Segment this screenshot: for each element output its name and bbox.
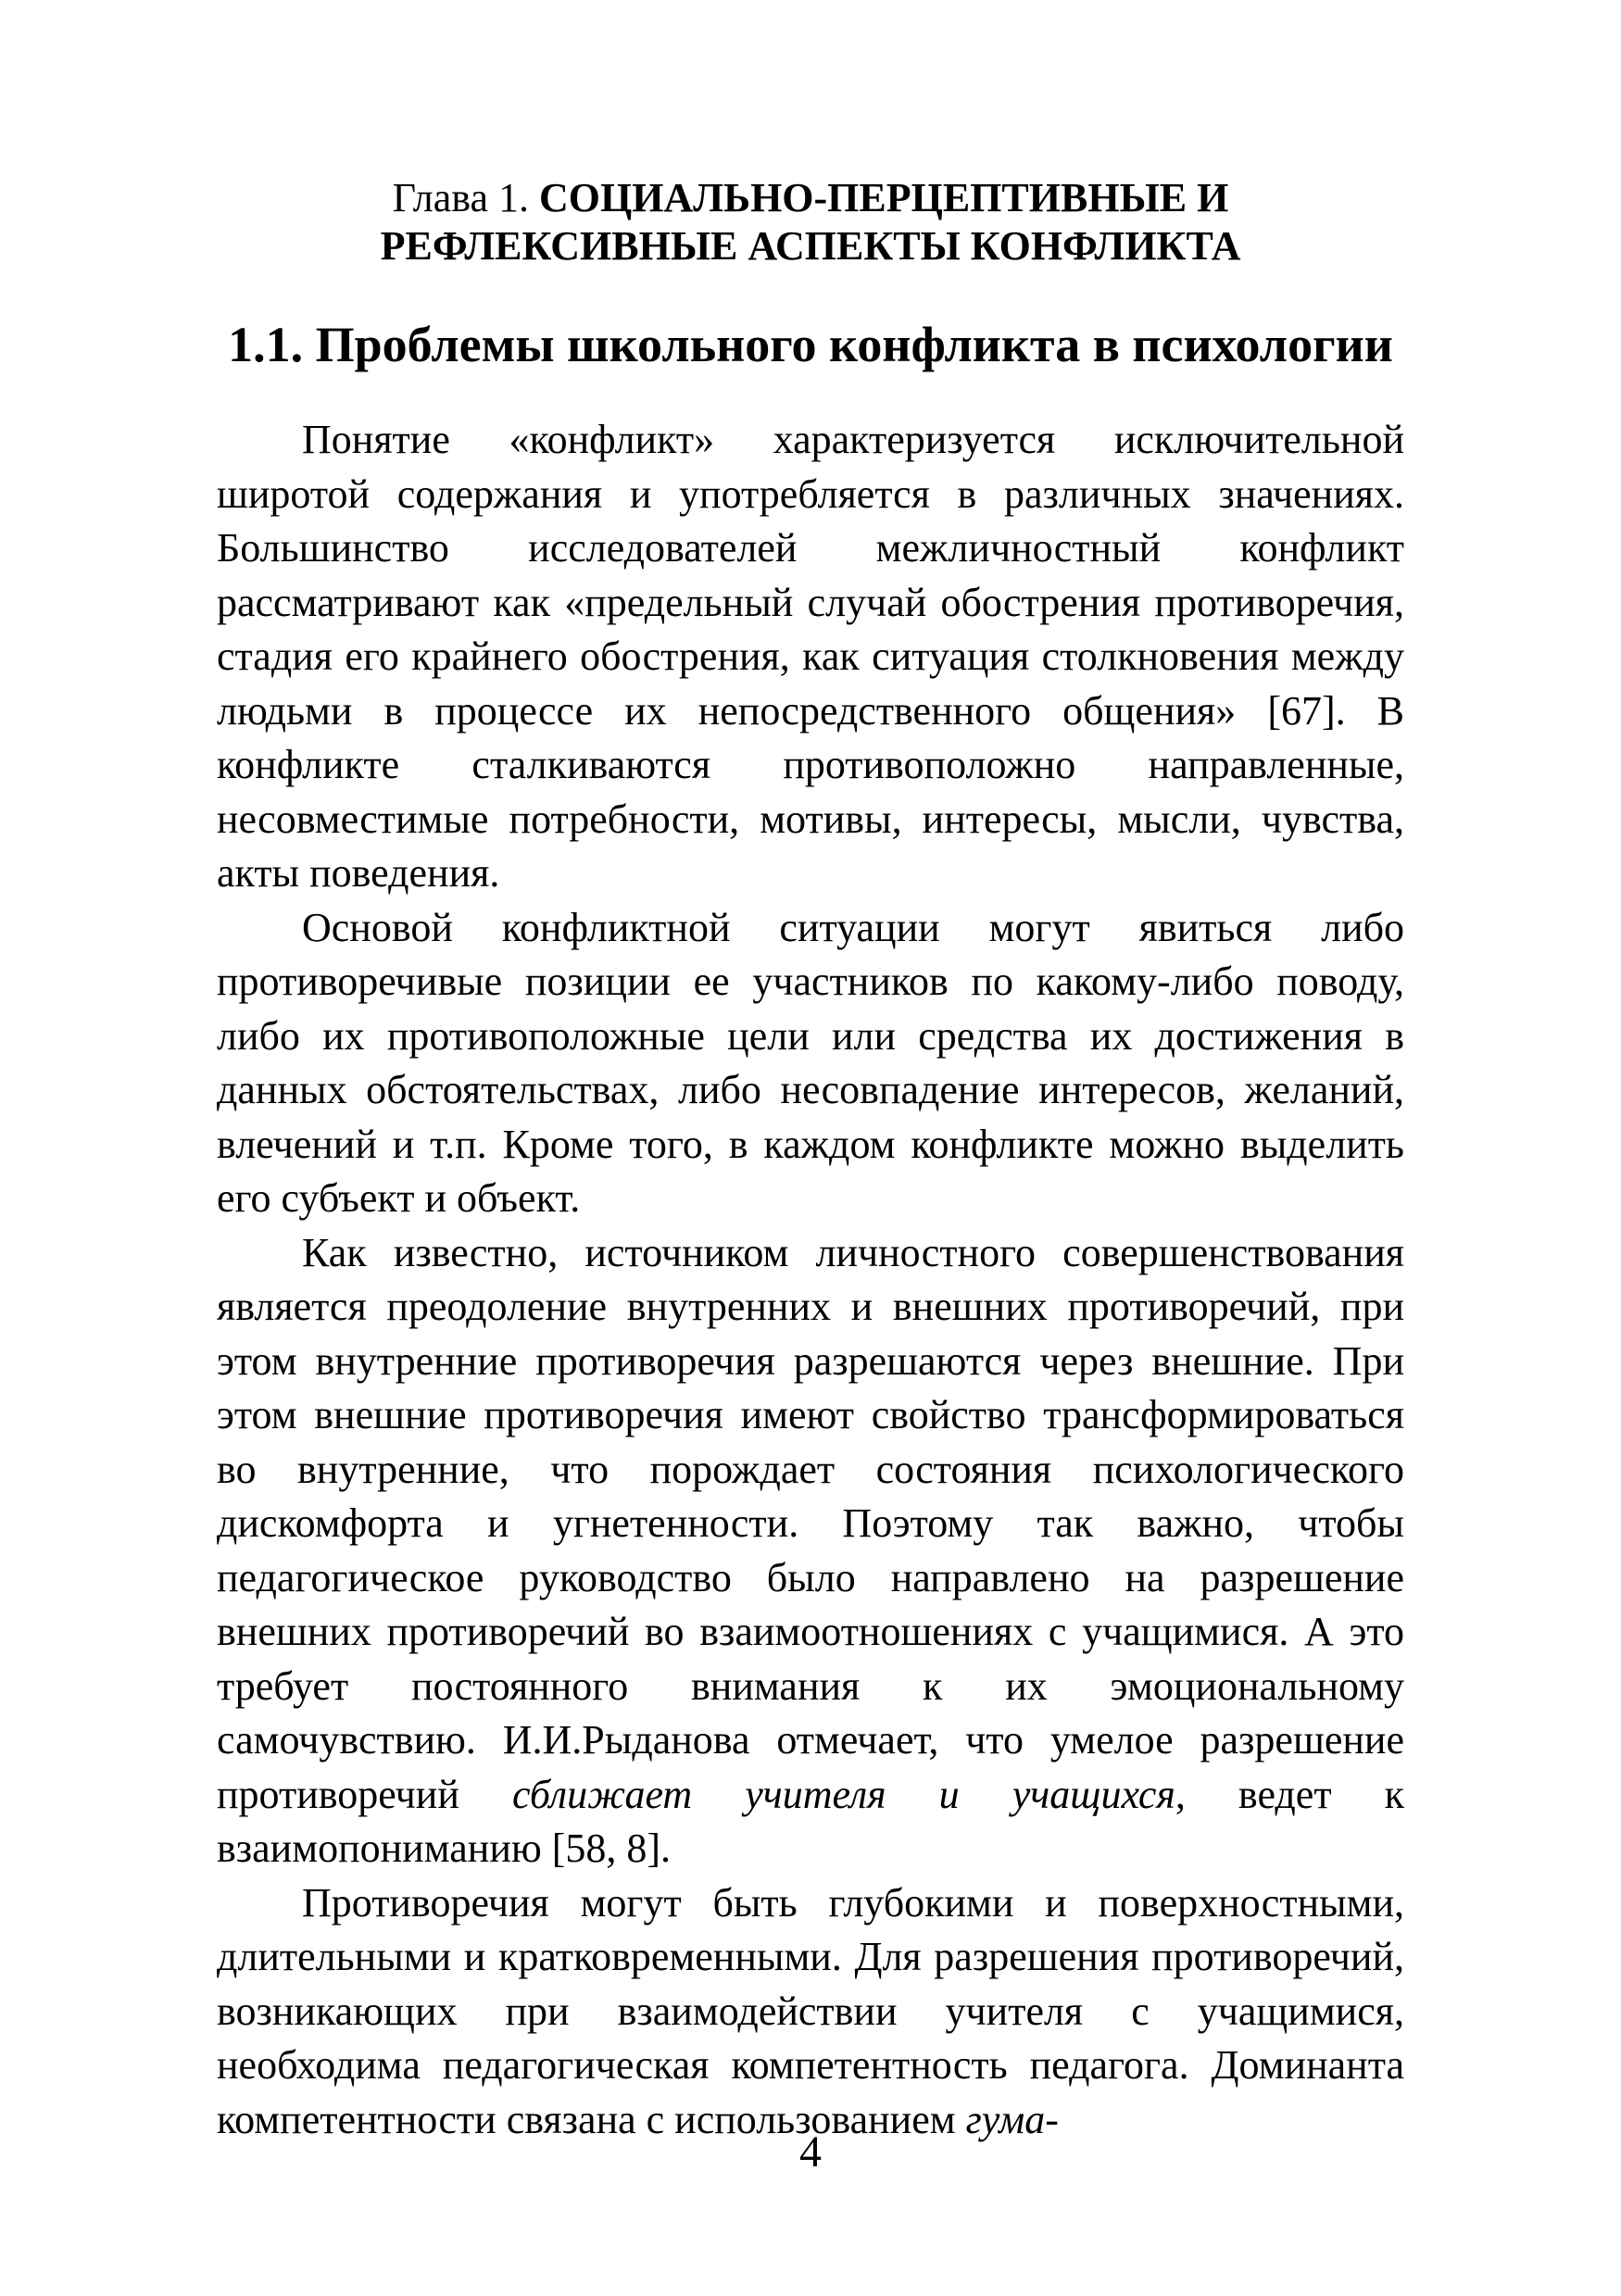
chapter-title-line2: РЕФЛЕКСИВНЫЕ АСПЕКТЫ КОНФЛИКТА	[380, 223, 1241, 269]
chapter-label: Глава 1.	[392, 175, 529, 220]
paragraph-2: Основой конфликтной ситуации могут явиться либо противоречивые позиции ее участников по какому-либо поводу, либо их противоположные цели или средства их достижения в данных обстоятельствах, либо несовпадение интересов, желаний, влечений и т.п. Кроме того, в каждом конфликте можно выделить его субъект и объект.	[217, 904, 1404, 1221]
paragraph-3-text: Как известно, источником личностного совершенствования является преодоление внутренних и внешних противоречий, при этом внутренние противоречия разрешаются через внешние. При этом внешние противоречия имеют свойство трансформироваться во внутренние, что порождает состояния психологического дискомфорта и угнетенности. Поэтому так важно, чтобы педагогическое руководство было направлено на разрешение внешних противоречий во взаимоотношениях с учащимися. А это требует постоянного внимания к их эмоциональному самочувствию. И.И.Рыданова отмечает, что умелое разрешение противоречий	[217, 1229, 1404, 1817]
paragraph-3-ending: , ведет к взаимопониманию [58, 8].	[217, 1771, 1404, 1871]
paragraph-3-emphasis: сближает учителя и учащихся	[511, 1771, 1175, 1817]
paragraph-1: Понятие «конфликт» характеризуется исключительной широтой содержания и употребляется в различных значениях. Большинство исследователей межличностный конфликт рассматривают как «предельный случай обострения противоречия, стадия его крайнего обострения, как ситуация столкновения между людьми в процессе их непосредственного общения» [67]. В конфликте сталкиваются противоположно направленные, несовместимые потребности, мотивы, интересы, мысли, чувства, акты поведения.	[217, 417, 1404, 896]
paragraph-4	[217, 1876, 1404, 2148]
paragraph-3	[217, 1226, 1404, 1876]
body-text	[217, 413, 1404, 2147]
page-number: 4	[799, 2127, 822, 2177]
chapter-heading	[217, 174, 1404, 270]
chapter-title-line1: СОЦИАЛЬНО-ПЕРЦЕПТИВНЫЕ И	[538, 175, 1229, 220]
paragraph-4-text: Противоречия могут быть глубокими и поверхностными, длительными и кратковременными. Для разрешения противоречий, возникающих при взаимодействии учителя с учащимися, необходима педагогическая компетентность педагога. Доминанта компетентности связана с использованием	[217, 1879, 1404, 2142]
section-title: 1.1. Проблемы школьного конфликта в психологии	[228, 317, 1393, 372]
paragraph-4-emphasis: гума-	[965, 2096, 1059, 2142]
